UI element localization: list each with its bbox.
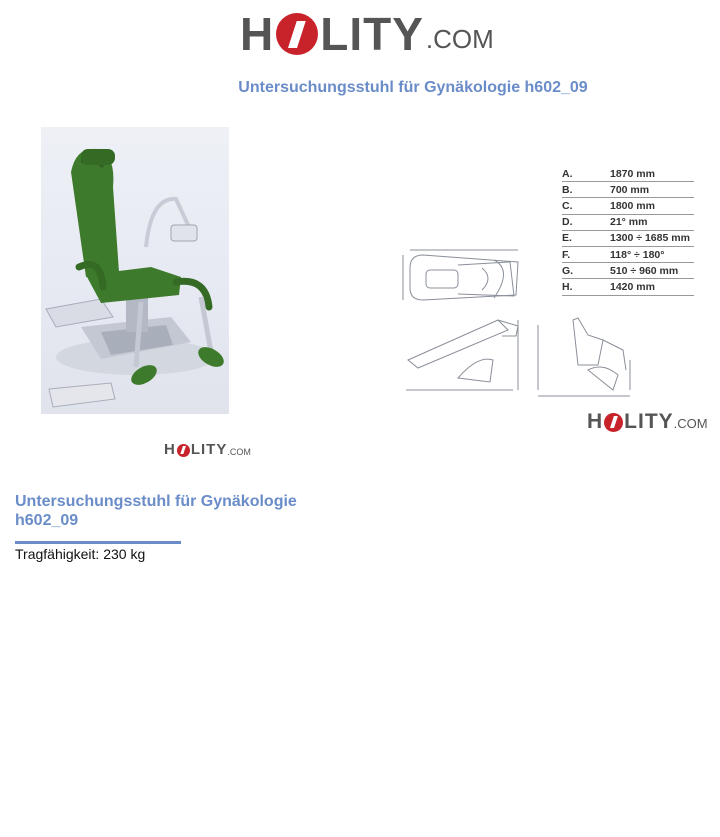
logo-letters-lity: LITY	[190, 441, 228, 458]
spec-row	[562, 214, 694, 230]
spec-row	[562, 230, 694, 246]
logo-letters-lity: LITY	[320, 8, 424, 60]
logo-com: .COM	[425, 24, 494, 54]
spec-value: 1870 mm	[610, 166, 694, 182]
spec-key: B.	[562, 182, 610, 198]
spec-value: 21° mm	[610, 214, 694, 230]
spec-key: D.	[562, 214, 610, 230]
spec-value: 118° ÷ 180°	[610, 246, 694, 262]
spec-value: 1800 mm	[610, 198, 694, 214]
spec-row	[562, 198, 694, 214]
logo-letter-h: H	[164, 441, 176, 458]
logo-o-icon	[177, 444, 190, 457]
examination-chair-illustration	[41, 127, 229, 414]
spec-row	[562, 246, 694, 262]
logo-letters-lity: LITY	[624, 410, 674, 433]
capacity-text: Tragfähigkeit: 230 kg	[15, 546, 146, 562]
spec-key: C.	[562, 198, 610, 214]
spec-table	[562, 166, 694, 296]
spec-key: H.	[562, 279, 610, 295]
spec-key: F.	[562, 246, 610, 262]
brand-logo[interactable]	[240, 10, 494, 58]
spec-key: G.	[562, 263, 610, 279]
logo-letter-h: H	[587, 410, 604, 433]
logo-o-icon	[276, 13, 318, 55]
spec-row	[562, 263, 694, 279]
spec-key: E.	[562, 230, 610, 246]
spec-value: 700 mm	[610, 182, 694, 198]
product-title: Untersuchungsstuhl für Gynäkologie h602_09	[15, 493, 297, 529]
spec-row	[562, 166, 694, 182]
spec-row	[562, 279, 694, 295]
drawing-brand-logo	[587, 411, 708, 433]
logo-letter-h: H	[240, 8, 275, 60]
spec-value: 510 ÷ 960 mm	[610, 263, 694, 279]
logo-com: .COM	[673, 416, 708, 431]
logo-o-icon	[604, 413, 623, 432]
spec-value: 1420 mm	[610, 279, 694, 295]
spec-value: 1300 ÷ 1685 mm	[610, 230, 694, 246]
spec-key: A.	[562, 166, 610, 182]
spec-row	[562, 182, 694, 198]
logo-com: .COM	[227, 447, 251, 457]
product-photo[interactable]	[41, 127, 229, 414]
page-heading: Untersuchungsstuhl für Gynäkologie h602_09	[238, 79, 588, 96]
photo-brand-logo	[164, 442, 251, 458]
title-divider	[15, 541, 181, 544]
